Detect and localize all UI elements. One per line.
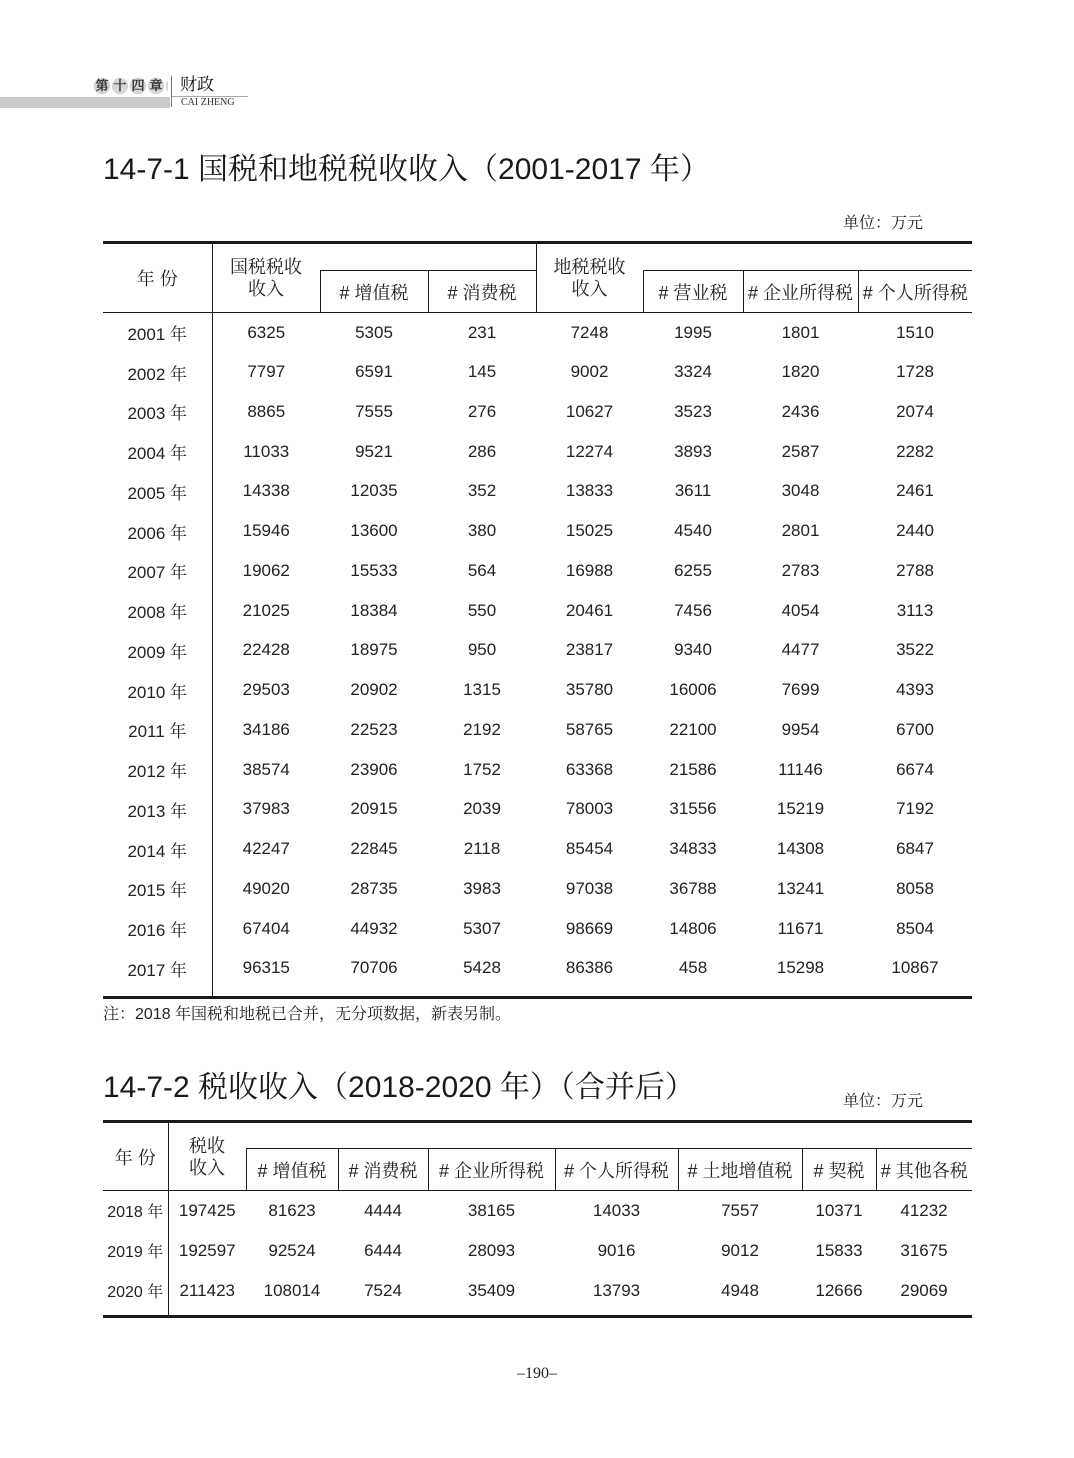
table-row: [103, 710, 972, 750]
local-tax-revenue-cell: 12274: [565, 441, 614, 461]
row-year-label: 2016 年: [103, 909, 212, 949]
personal-income-tax-cell: 13793: [592, 1280, 641, 1300]
personal-income-tax-cell: 2788: [896, 560, 934, 580]
table-row: [103, 869, 972, 909]
vat-cell: 20902: [350, 680, 398, 700]
corporate-income-tax-cell: 3048: [781, 481, 820, 501]
tax-revenue-cell: 211423: [179, 1280, 235, 1300]
personal-income-tax-header: # 个人所得税: [555, 1149, 678, 1191]
table-row: [103, 670, 972, 710]
deed-tax-cell: 12666: [815, 1280, 863, 1300]
table-row: [103, 352, 972, 392]
table-row: [103, 790, 972, 830]
business-tax-cell: 6255: [674, 560, 712, 580]
header-divider: [171, 76, 172, 107]
section-title: 财政: [180, 75, 214, 94]
local-tax-revenue-cell: 35780: [565, 680, 614, 700]
header-line: 国税税收: [230, 257, 302, 277]
consumption-tax-header: # 消费税: [428, 271, 536, 313]
business-tax-cell: 1995: [674, 322, 712, 342]
consumption-tax-cell: 2118: [463, 839, 501, 859]
local-tax-revenue-cell: 23817: [565, 640, 614, 660]
business-tax-header: # 营业税: [643, 271, 743, 313]
vat-cell: 9521: [355, 441, 393, 461]
corporate-income-tax-cell: 28093: [467, 1240, 516, 1260]
local-tax-revenue-cell: 85454: [565, 839, 614, 859]
personal-income-tax-cell: 3522: [896, 640, 934, 660]
local-tax-revenue-cell: 20461: [565, 600, 614, 620]
consumption-tax-cell: 380: [467, 521, 497, 541]
national-tax-revenue-cell: 37983: [242, 799, 290, 819]
row-year-label: 2015 年: [103, 869, 212, 909]
table-row: [103, 591, 972, 631]
national-tax-revenue-cell: 22428: [242, 640, 290, 660]
row-year-label: 2017 年: [103, 949, 212, 989]
local-tax-revenue-cell: 78003: [565, 799, 614, 819]
local-tax-revenue-header: [536, 243, 643, 313]
table-bottom-padding: [103, 988, 972, 997]
header-line: 收入: [189, 1157, 225, 1178]
local-tax-revenue-cell: 9002: [570, 362, 609, 382]
table-bottom-padding-cell: [212, 988, 972, 997]
consumption-tax-cell: 276: [467, 401, 497, 421]
table-row: [103, 829, 972, 869]
row-year-label: 2009 年: [103, 631, 212, 671]
business-tax-cell: 22100: [669, 719, 717, 739]
local-tax-revenue-cell: 63368: [565, 759, 614, 779]
business-tax-cell: 21586: [669, 759, 717, 779]
business-tax-cell: 31556: [669, 799, 717, 819]
consumption-tax-header: # 消费税: [338, 1149, 428, 1191]
row-year-label: 2001 年: [103, 313, 212, 353]
local-tax-revenue-cell: 15025: [565, 521, 614, 541]
corporate-income-tax-cell: 2587: [781, 441, 820, 461]
national-tax-revenue-cell: 6325: [247, 322, 286, 342]
tax-revenue-header: [168, 1122, 246, 1191]
vat-cell: 44932: [350, 918, 398, 938]
national-tax-subitems-group: [320, 243, 536, 271]
vat-cell: 70706: [350, 958, 398, 978]
consumption-tax-cell: 145: [467, 362, 497, 382]
corporate-income-tax-cell: 1801: [781, 322, 820, 342]
table-row: [103, 1271, 972, 1311]
table2-header: [103, 1122, 972, 1191]
vat-cell: 13600: [350, 521, 398, 541]
consumption-tax-cell: 2039: [463, 799, 501, 819]
consumption-tax-cell: 5428: [463, 958, 501, 978]
table1-title: 14-7-1 国税和地税税收收入（2001-2017 年）: [103, 153, 710, 186]
table-bottom-padding: [103, 1311, 972, 1317]
row-year-label: 2012 年: [103, 750, 212, 790]
table2-unit: 单位：万元: [843, 1093, 924, 1110]
personal-income-tax-cell: 14033: [592, 1200, 641, 1220]
row-year-label: 2002 年: [103, 352, 212, 392]
page-number: –190–: [517, 1365, 557, 1382]
business-tax-cell: 3523: [674, 401, 712, 421]
table-row: [103, 949, 972, 989]
table-bottom-padding-cell: [103, 1311, 168, 1317]
table-row: [103, 432, 972, 472]
personal-income-tax-cell: 2440: [896, 521, 934, 541]
business-tax-cell: 9340: [674, 640, 712, 660]
table-bottom-padding-cell: [103, 988, 212, 997]
year-column-header: 年 份: [103, 1122, 168, 1191]
national-tax-revenue-cell: 67404: [242, 918, 290, 938]
consumption-tax-cell: 7524: [364, 1280, 402, 1300]
header-line: 税收: [189, 1135, 225, 1156]
vat-cell: 23906: [350, 759, 398, 779]
corporate-income-tax-cell: 2801: [781, 521, 820, 541]
vat-cell: 20915: [350, 799, 398, 819]
deed-tax-cell: 10371: [815, 1200, 863, 1220]
national-tax-revenue-cell: 15946: [242, 521, 290, 541]
tax-revenue-cell: 192597: [178, 1240, 236, 1260]
row-year-label: 2010 年: [103, 670, 212, 710]
header-line: 收入: [571, 279, 608, 299]
personal-income-tax-cell: 10867: [891, 958, 939, 978]
personal-income-tax-header: # 个人所得税: [858, 271, 972, 313]
header-line: 地税税收: [553, 257, 626, 277]
local-tax-revenue-cell: 16988: [565, 560, 614, 580]
vat-header: # 增值税: [246, 1149, 338, 1191]
table1-unit: 单位：万元: [843, 215, 924, 232]
table1-body: [103, 313, 972, 998]
vat-cell: 81623: [268, 1200, 316, 1220]
corporate-income-tax-cell: 15219: [776, 799, 825, 819]
corporate-income-tax-cell: 4054: [781, 600, 820, 620]
chapter-label: 第十四章: [93, 77, 168, 95]
personal-income-tax-cell: 1510: [896, 322, 934, 342]
business-tax-cell: 34833: [669, 839, 717, 859]
other-taxes-header: # 其他各税: [876, 1149, 972, 1191]
corporate-income-tax-cell: 4477: [781, 640, 820, 660]
consumption-tax-cell: 1752: [463, 759, 501, 779]
national-tax-revenue-cell: 42247: [242, 839, 290, 859]
national-tax-revenue-cell: 14338: [242, 481, 290, 501]
local-tax-revenue-cell: 86386: [565, 958, 614, 978]
vat-cell: 5305: [355, 322, 393, 342]
national-tax-revenue-cell: 11033: [243, 441, 290, 461]
vat-cell: 15533: [350, 560, 398, 580]
consumption-tax-cell: 5307: [463, 918, 501, 938]
table-row: [103, 750, 972, 790]
business-tax-cell: 3611: [674, 481, 712, 501]
personal-income-tax-cell: 6674: [896, 759, 934, 779]
table-row: [103, 551, 972, 591]
vat-cell: 22523: [350, 719, 398, 739]
national-tax-revenue-cell: 19062: [242, 560, 290, 580]
consumption-tax-cell: 1315: [463, 680, 501, 700]
business-tax-cell: 7456: [674, 600, 712, 620]
vat-cell: 7555: [355, 401, 393, 421]
row-year-label: 2004 年: [103, 432, 212, 472]
personal-income-tax-cell: 7192: [896, 799, 934, 819]
business-tax-cell: 3324: [674, 362, 712, 382]
local-tax-subitems-group: [643, 243, 972, 271]
corporate-income-tax-cell: 14308: [776, 839, 825, 859]
land-value-added-tax-cell: 9012: [721, 1240, 759, 1260]
tax-revenue-cell: 197425: [178, 1200, 236, 1220]
row-year-label: 2011 年: [103, 710, 212, 750]
local-tax-revenue-cell: 7248: [570, 322, 609, 342]
personal-income-tax-cell: 8504: [896, 918, 934, 938]
land-value-added-tax-cell: 4948: [721, 1280, 759, 1300]
table2: [103, 1120, 972, 1318]
national-tax-revenue-cell: 7797: [247, 362, 286, 382]
table2-body: [103, 1191, 972, 1317]
header-gray-band: [0, 97, 170, 108]
corporate-income-tax-header: # 企业所得税: [428, 1149, 555, 1191]
corporate-income-tax-cell: 9954: [781, 719, 820, 739]
personal-income-tax-cell: 3113: [896, 600, 934, 620]
national-tax-revenue-cell: 38574: [242, 759, 290, 779]
table-row: [103, 1191, 972, 1231]
personal-income-tax-cell: 9016: [597, 1240, 636, 1260]
corporate-income-tax-cell: 11146: [778, 759, 823, 779]
national-tax-revenue-cell: 8865: [247, 401, 286, 421]
corporate-income-tax-cell: 15298: [776, 958, 825, 978]
table-row: [103, 909, 972, 949]
section-pinyin: CAI ZHENG: [181, 97, 235, 108]
row-year-label: 2018 年: [103, 1191, 168, 1231]
consumption-tax-cell: 352: [467, 481, 497, 501]
vat-cell: 6591: [355, 362, 393, 382]
table2-title: 14-7-2 税收收入（2018-2020 年）（合并后）: [103, 1071, 695, 1104]
other-taxes-cell: 41232: [900, 1200, 948, 1220]
national-tax-revenue-cell: 34186: [242, 719, 290, 739]
consumption-tax-cell: 950: [467, 640, 497, 660]
local-tax-revenue-cell: 98669: [565, 918, 614, 938]
local-tax-revenue-cell: 58765: [565, 719, 614, 739]
row-year-label: 2008 年: [103, 591, 212, 631]
business-tax-cell: 36788: [669, 878, 717, 898]
corporate-income-tax-cell: 7699: [781, 680, 820, 700]
national-tax-revenue-cell: 29503: [242, 680, 290, 700]
corporate-income-tax-cell: 38165: [467, 1200, 516, 1220]
land-value-added-tax-header: # 土地增值税: [678, 1149, 802, 1191]
vat-cell: 18975: [350, 640, 398, 660]
vat-cell: 12035: [350, 481, 398, 501]
consumption-tax-cell: 564: [467, 560, 497, 580]
consumption-tax-cell: 231: [467, 322, 497, 342]
vat-cell: 92524: [268, 1240, 316, 1260]
personal-income-tax-cell: 6847: [896, 839, 934, 859]
table2-header-row-top: [103, 1122, 972, 1149]
year-column-header: 年 份: [103, 243, 212, 313]
table1-header: [103, 243, 972, 313]
table-bottom-padding-cell: [168, 1311, 972, 1317]
other-taxes-cell: 29069: [900, 1280, 948, 1300]
national-tax-revenue-cell: 49020: [242, 878, 290, 898]
header-line: 收入: [248, 279, 284, 299]
table1-header-row-top: [103, 243, 972, 271]
tax-subitems-group: [246, 1122, 972, 1149]
table-row: [103, 631, 972, 671]
table-row: [103, 511, 972, 551]
consumption-tax-cell: 4444: [364, 1200, 402, 1220]
vat-cell: 28735: [350, 878, 398, 898]
table-row: [103, 472, 972, 512]
corporate-income-tax-cell: 35409: [467, 1280, 516, 1300]
corporate-income-tax-cell: 13241: [776, 878, 825, 898]
business-tax-cell: 14806: [669, 918, 717, 938]
national-tax-revenue-header: [212, 243, 320, 313]
row-year-label: 2020 年: [103, 1271, 168, 1311]
business-tax-cell: 4540: [674, 521, 712, 541]
corporate-income-tax-cell: 1820: [781, 362, 820, 382]
other-taxes-cell: 31675: [900, 1240, 948, 1260]
table-row: [103, 313, 972, 353]
local-tax-revenue-cell: 13833: [565, 481, 614, 501]
corporate-income-tax-header: # 企业所得税: [743, 271, 858, 313]
vat-header: # 增值税: [320, 271, 428, 313]
deed-tax-header: # 契税: [802, 1149, 876, 1191]
consumption-tax-cell: 286: [467, 441, 497, 461]
table1-footnote: 注：2018 年国税和地税已合并，无分项数据，新表另制。: [103, 1006, 512, 1023]
personal-income-tax-cell: 1728: [896, 362, 934, 382]
vat-cell: 18384: [350, 600, 398, 620]
land-value-added-tax-cell: 7557: [721, 1200, 759, 1220]
corporate-income-tax-cell: 2783: [781, 560, 820, 580]
row-year-label: 2006 年: [103, 511, 212, 551]
corporate-income-tax-cell: 2436: [781, 401, 820, 421]
vat-cell: 108014: [263, 1280, 321, 1300]
personal-income-tax-cell: 2461: [896, 481, 934, 501]
personal-income-tax-cell: 8058: [896, 878, 934, 898]
business-tax-cell: 3893: [674, 441, 712, 461]
national-tax-revenue-cell: 96315: [242, 958, 290, 978]
business-tax-cell: 458: [678, 958, 708, 978]
row-year-label: 2007 年: [103, 551, 212, 591]
vat-cell: 22845: [350, 839, 398, 859]
consumption-tax-cell: 2192: [463, 719, 501, 739]
consumption-tax-cell: 550: [467, 600, 497, 620]
row-year-label: 2014 年: [103, 829, 212, 869]
consumption-tax-cell: 6444: [364, 1240, 402, 1260]
personal-income-tax-cell: 4393: [896, 680, 934, 700]
personal-income-tax-cell: 2074: [896, 401, 934, 421]
table-row: [103, 392, 972, 432]
business-tax-cell: 16006: [669, 680, 717, 700]
row-year-label: 2013 年: [103, 790, 212, 830]
row-year-label: 2019 年: [103, 1231, 168, 1271]
consumption-tax-cell: 3983: [463, 878, 501, 898]
table-row: [103, 1231, 972, 1271]
corporate-income-tax-cell: 11671: [777, 918, 824, 938]
deed-tax-cell: 15833: [815, 1240, 863, 1260]
table1: [103, 241, 972, 999]
local-tax-revenue-cell: 97038: [565, 878, 614, 898]
row-year-label: 2003 年: [103, 392, 212, 432]
personal-income-tax-cell: 2282: [896, 441, 934, 461]
personal-income-tax-cell: 6700: [896, 719, 934, 739]
national-tax-revenue-cell: 21025: [242, 600, 290, 620]
row-year-label: 2005 年: [103, 472, 212, 512]
local-tax-revenue-cell: 10627: [565, 401, 614, 421]
